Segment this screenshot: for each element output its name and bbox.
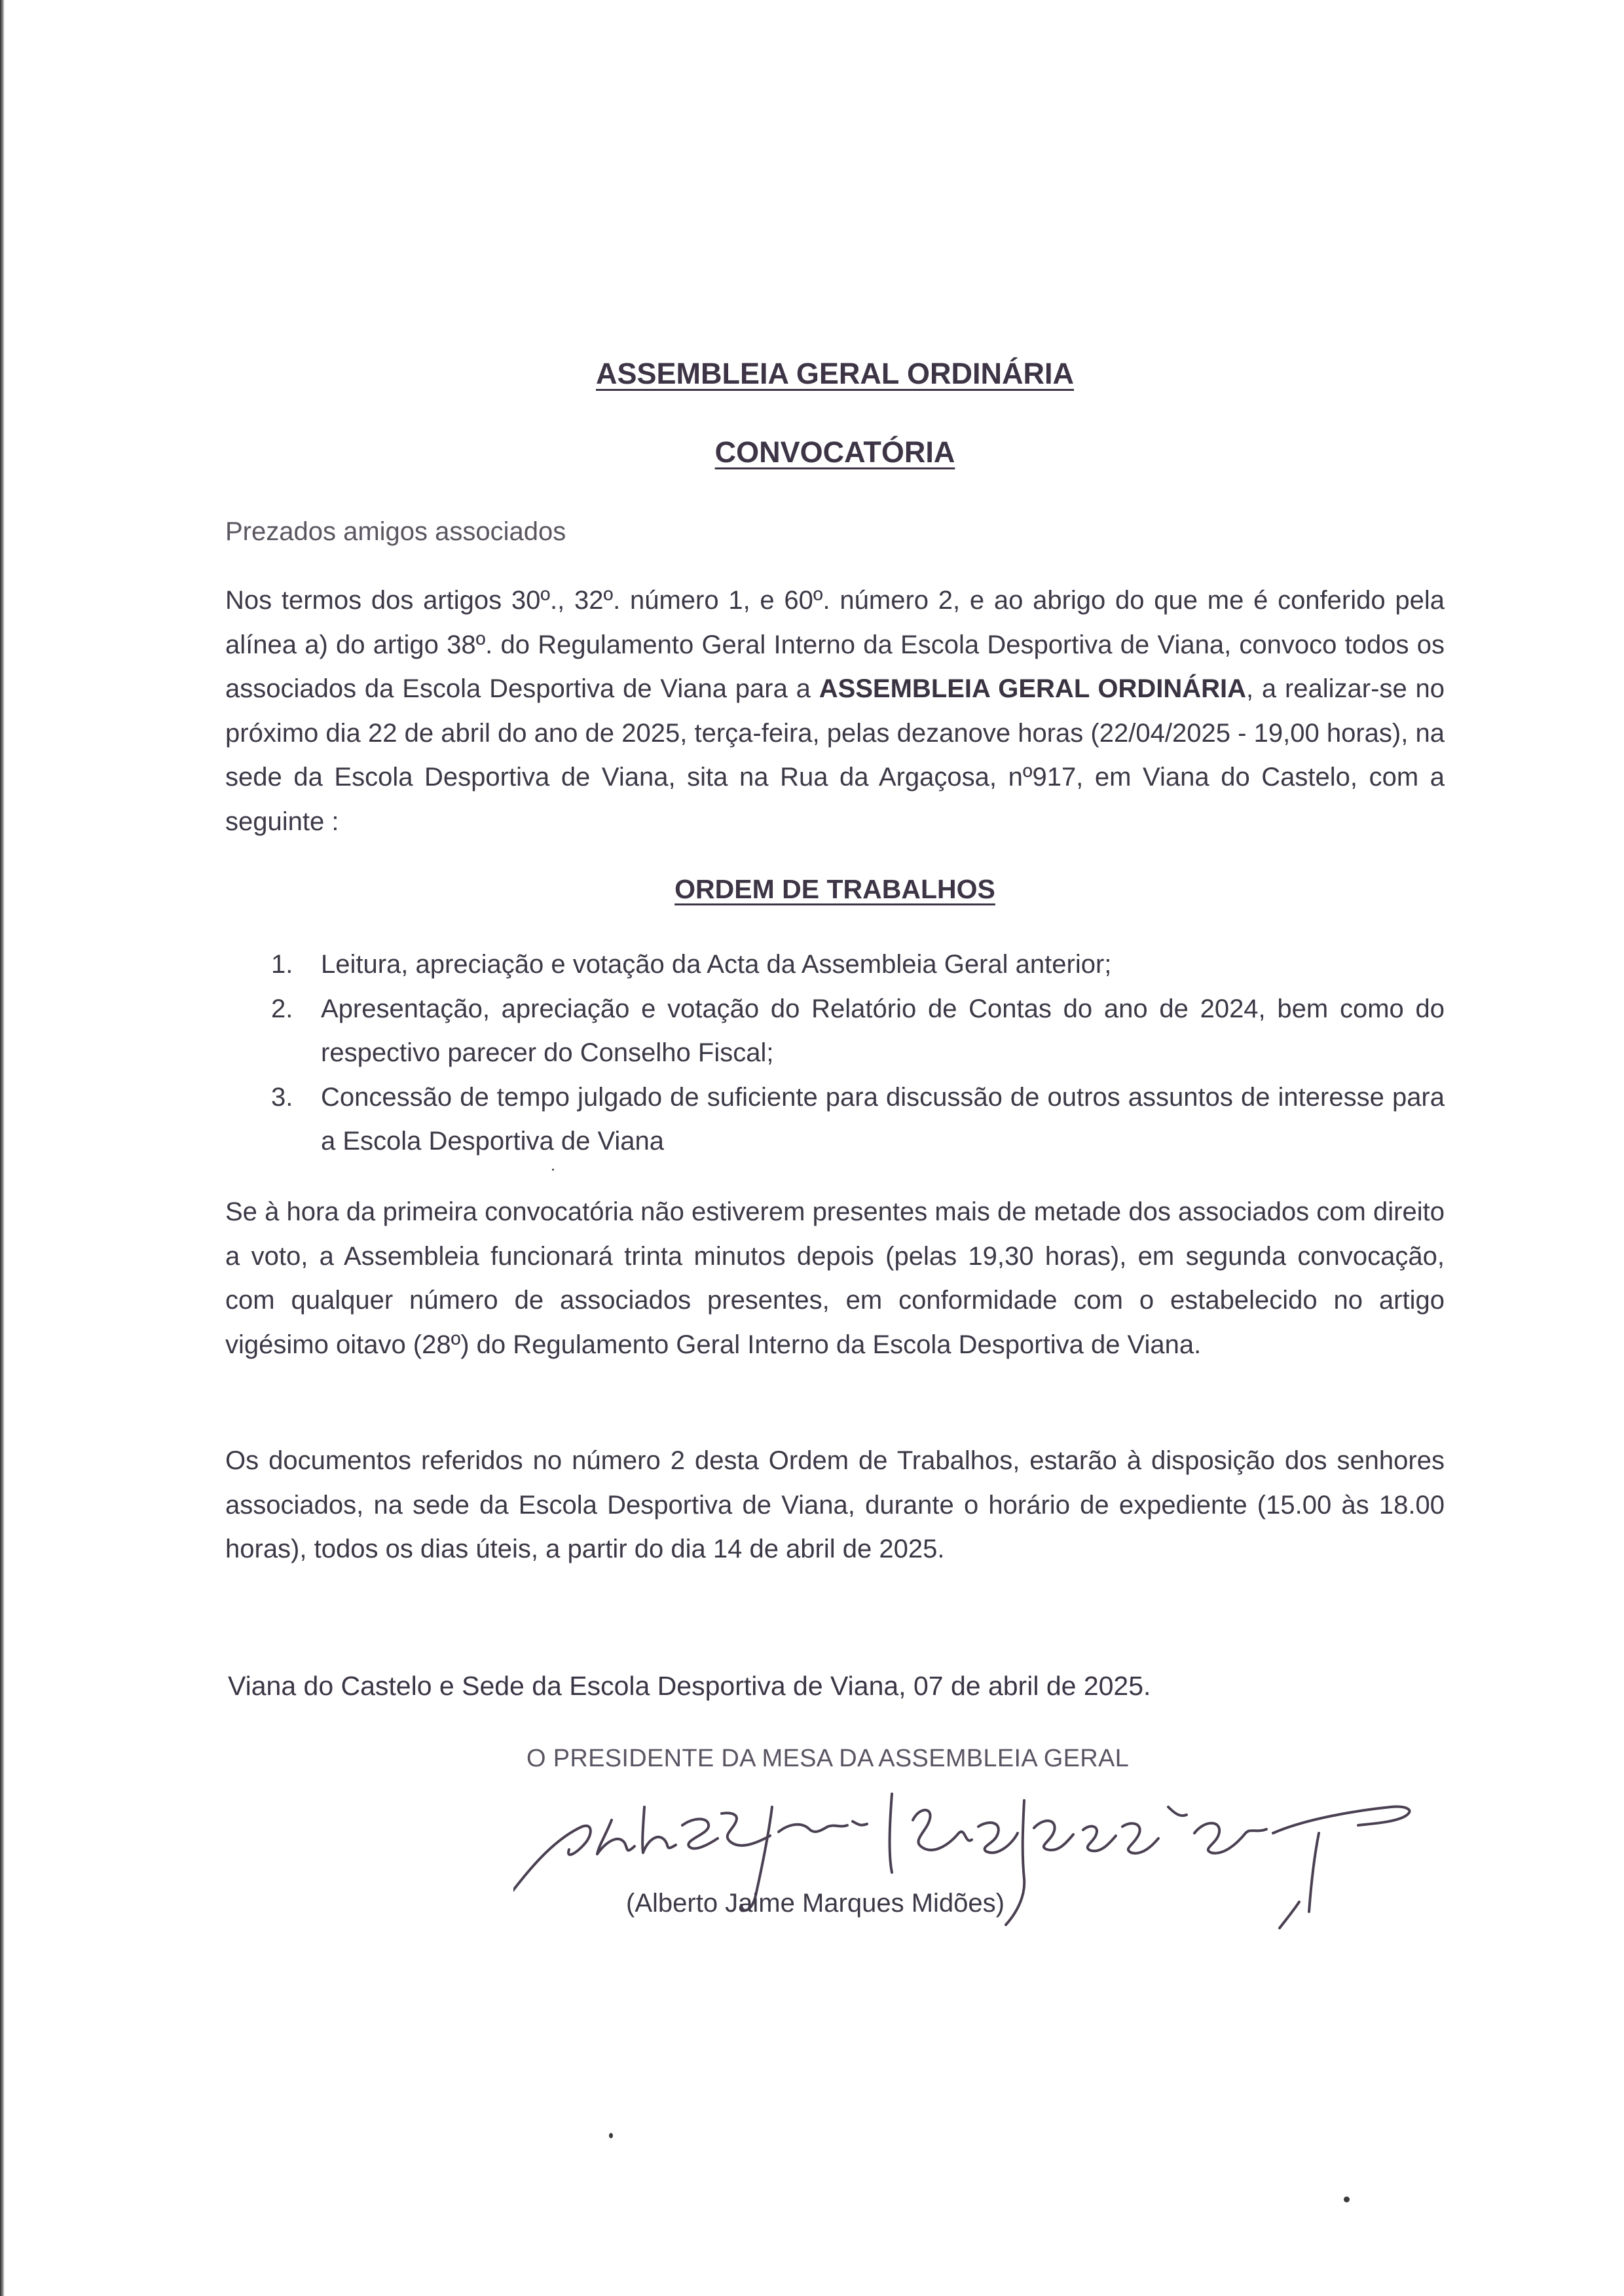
- second-call-paragraph: Se à hora da primeira convocatória não estiverem presentes mais de metade dos associados com direito a voto, a Assembleia funcionará trinta minutos depois (pelas 19,30 horas), em segunda convocação, com qualquer número de associados presentes, em conformidade com o estabelecido no artigo vigésimo oitavo (28º) do Regulamento Geral Interno da Escola Desportiva de Viana.: [225, 1197, 1445, 1359]
- scan-speck: [1344, 2196, 1350, 2202]
- signatory-name: (Alberto Jaime Marques Midões): [626, 1889, 1005, 1918]
- closing-place-date: Viana do Castelo e Sede da Escola Desportiva de Viana, 07 de abril de 2025.: [228, 1671, 1151, 1701]
- agenda-item-text: Apresentação, apreciação e votação do Relatório de Contas do ano de 2024, bem como do respectivo parecer do Conselho Fiscal;: [321, 994, 1445, 1067]
- agenda-item: [271, 987, 1445, 1076]
- agenda-item: [271, 1076, 1445, 1164]
- signatory-title: O PRESIDENTE DA MESA DA ASSEMBLEIA GERAL: [526, 1745, 1130, 1772]
- agenda-list: [271, 943, 1445, 1164]
- agenda-title: ORDEM DE TRABALHOS: [674, 874, 995, 904]
- agenda-item-text: Concessão de tempo julgado de suficiente para discussão de outros assuntos de interesse para a Escola Desportiva de Viana: [321, 1082, 1445, 1156]
- greeting: Prezados amigos associados: [225, 517, 566, 546]
- agenda-item-number: 2.: [271, 994, 293, 1023]
- scan-edge: [0, 0, 5, 2296]
- intro-text-2: , a realizar-se no próximo dia 22 de abril do ano de 2025, terça-feira, pelas dezanove horas (22/04/2025 - 19,00 horas), na sede da Escola Desportiva de Viana, sita na Rua da Argaçosa, nº917, em Viana do Castelo, com a seguinte :: [225, 674, 1445, 836]
- intro-bold-assembly: ASSEMBLEIA GERAL ORDINÁRIA: [819, 674, 1246, 703]
- agenda-item: [271, 943, 1445, 987]
- intro-paragraph: [225, 579, 1445, 844]
- agenda-item-number: 1.: [271, 950, 293, 979]
- agenda-item-number: 3.: [271, 1082, 293, 1112]
- scan-speck: [609, 2133, 613, 2138]
- document-title: ASSEMBLEIA GERAL ORDINÁRIA: [595, 357, 1075, 390]
- scan-speck: [552, 1169, 554, 1171]
- intro-text-1: Nos termos dos artigos 30º., 32º. número 1, e 60º. número 2, e ao abrigo do que me é conferido pela alínea a) do artigo 38º. do Regulamento Geral Interno da Escola Desportiva de Viana, convoco todos os associados da Escola Desportiva de Viana para a: [225, 586, 1445, 703]
- agenda-item-text: Leitura, apreciação e votação da Acta da Assembleia Geral anterior;: [321, 950, 1112, 979]
- documents-paragraph: Os documentos referidos no número 2 desta Ordem de Trabalhos, estarão à disposição dos senhores associados, na sede da Escola Desportiva de Viana, durante o horário de expediente (15.00 às 18.00 horas), todos os dias úteis, a partir do dia 14 de abril de 2025.: [225, 1446, 1445, 1563]
- document-subtitle: CONVOCATÓRIA: [714, 435, 955, 469]
